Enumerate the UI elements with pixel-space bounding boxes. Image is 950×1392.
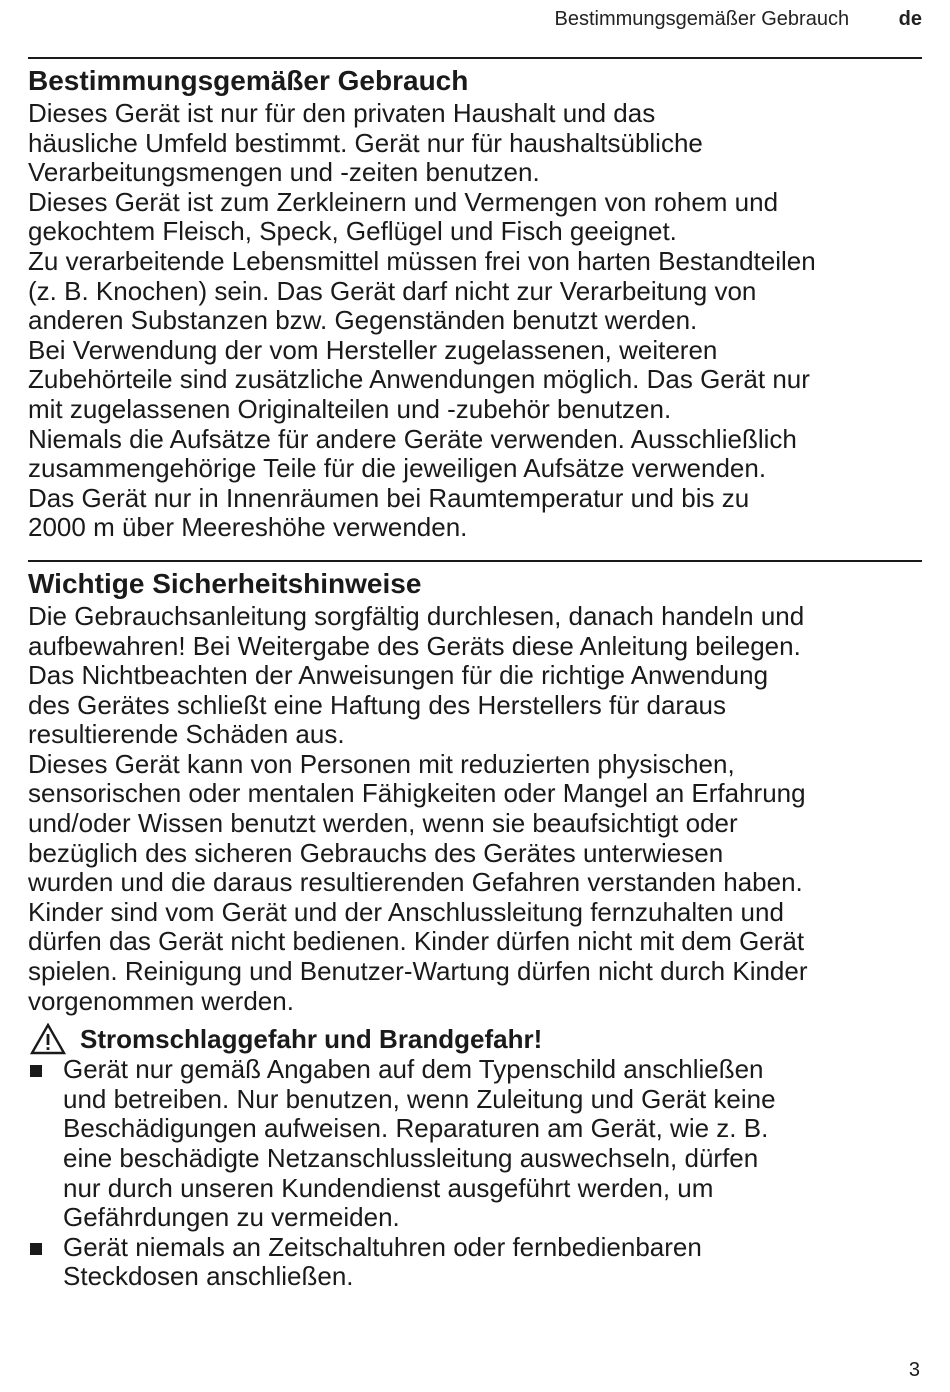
paragraph-line: Das Nichtbeachten der Anweisungen für die richtige Anwendung bbox=[28, 660, 769, 691]
paragraph-line: und/oder Wissen benutzt werden, wenn sie beaufsichtigt oder bbox=[28, 808, 738, 839]
paragraph-line: vorgenommen werden. bbox=[28, 985, 294, 1016]
bullet-square-icon bbox=[30, 1243, 42, 1255]
paragraph-line: aufbewahren! Bei Weitergabe des Geräts diese Anleitung beilegen. bbox=[28, 630, 801, 661]
list-item-line: und betreiben. Nur benutzen, wenn Zuleitung und Gerät keine bbox=[63, 1083, 776, 1114]
paragraph-line: anderen Substanzen bzw. Gegenständen benutzt werden. bbox=[28, 305, 698, 336]
list-item-line: Steckdosen anschließen. bbox=[63, 1261, 354, 1292]
section-heading: Bestimmungsgemäßer Gebrauch bbox=[28, 65, 469, 96]
paragraph-line: 2000 m über Meereshöhe verwenden. bbox=[28, 512, 468, 543]
header-section-title: Bestimmungsgemäßer Gebrauch bbox=[554, 8, 850, 30]
paragraph-line: Zu verarbeitende Lebensmittel müssen frei von harten Bestandteilen bbox=[28, 245, 816, 276]
paragraph-line: Dieses Gerät ist zum Zerkleinern und Vermengen von rohem und bbox=[28, 186, 779, 217]
paragraph-line: resultierende Schäden aus. bbox=[28, 719, 345, 750]
paragraph-line: Niemals die Aufsätze für andere Geräte verwenden. Ausschließlich bbox=[28, 423, 797, 454]
list-item bbox=[28, 1233, 922, 1292]
list-item-line: nur durch unseren Kundendienst ausgeführt werden, um bbox=[63, 1172, 714, 1203]
page-number: 3 bbox=[908, 1359, 920, 1381]
list-item-line: eine beschädigte Netzanschlussleitung auswechseln, dürfen bbox=[63, 1143, 759, 1173]
list-item-line: Gefährdungen zu vermeiden. bbox=[63, 1202, 400, 1233]
bullet-square-icon bbox=[30, 1065, 42, 1077]
paragraph-line: zusammengehörige Teile für die jeweiligen Aufsätze verwenden. bbox=[28, 453, 767, 484]
paragraph-line: Die Gebrauchsanleitung sorgfältig durchlesen, danach handeln und bbox=[28, 600, 805, 631]
header-language-code: de bbox=[898, 8, 922, 30]
list-item-line: Gerät nur gemäß Angaben auf dem Typenschild anschließen bbox=[63, 1054, 764, 1085]
paragraph-line: Das Gerät nur in Innenräumen bei Raumtemperatur und bis zu bbox=[28, 482, 750, 513]
paragraph-line: Zubehörteile sind zusätzliche Anwendungen möglich. Das Gerät nur bbox=[28, 364, 810, 395]
running-header bbox=[555, 6, 922, 32]
warning-triangle-icon bbox=[30, 1023, 66, 1055]
list-item bbox=[28, 1055, 922, 1233]
paragraph-line: Verarbeitungsmengen und -zeiten benutzen. bbox=[28, 157, 540, 188]
paragraph-line: Dieses Gerät ist nur für den privaten Haushalt und das bbox=[28, 98, 656, 128]
paragraph-line: spielen. Reinigung und Benutzer-Wartung dürfen nicht durch Kinder bbox=[28, 956, 808, 987]
warning-title: Stromschlaggefahr und Brandgefahr! bbox=[80, 1024, 543, 1055]
paragraph-line: häusliche Umfeld bestimmt. Gerät nur für haushaltsübliche bbox=[28, 127, 703, 158]
list-item-line: Beschädigungen aufweisen. Reparaturen am Gerät, wie z. B. bbox=[63, 1113, 769, 1144]
section-intended-use bbox=[28, 59, 922, 543]
paragraph-line: sensorischen oder mentalen Fähigkeiten oder Mangel an Erfahrung bbox=[28, 778, 806, 809]
paragraph-line: mit zugelassenen Originalteilen und -zubehör benutzen. bbox=[28, 393, 672, 424]
paragraph-line: bezüglich des sicheren Gebrauchs des Gerätes unterwiesen bbox=[28, 837, 724, 868]
paragraph-line: dürfen das Gerät nicht bedienen. Kinder dürfen nicht mit dem Gerät bbox=[28, 926, 805, 957]
list-item-line: Gerät niemals an Zeitschaltuhren oder fernbedienbaren bbox=[63, 1231, 702, 1262]
warning-heading bbox=[28, 1023, 922, 1055]
paragraph-line: Kinder sind vom Gerät und der Anschlussleitung fernzuhalten und bbox=[28, 896, 784, 927]
paragraph-line: des Gerätes schließt eine Haftung des Herstellers für daraus bbox=[28, 689, 727, 720]
paragraph-line: gekochtem Fleisch, Speck, Geflügel und Fisch geeignet. bbox=[28, 216, 677, 247]
paragraph-line: Dieses Gerät kann von Personen mit reduzierten physischen, bbox=[28, 748, 735, 779]
section-safety-notes bbox=[28, 562, 922, 1292]
section-heading: Wichtige Sicherheitshinweise bbox=[28, 567, 422, 599]
paragraph-line: (z. B. Knochen) sein. Das Gerät darf nicht zur Verarbeitung von bbox=[28, 275, 757, 306]
page-content bbox=[28, 57, 922, 1292]
paragraph-line: wurden und die daraus resultierenden Gefahren verstanden haben. bbox=[28, 867, 803, 898]
paragraph-line: Bei Verwendung der vom Hersteller zugelassenen, weiteren bbox=[28, 334, 718, 365]
warning-list bbox=[28, 1055, 922, 1292]
